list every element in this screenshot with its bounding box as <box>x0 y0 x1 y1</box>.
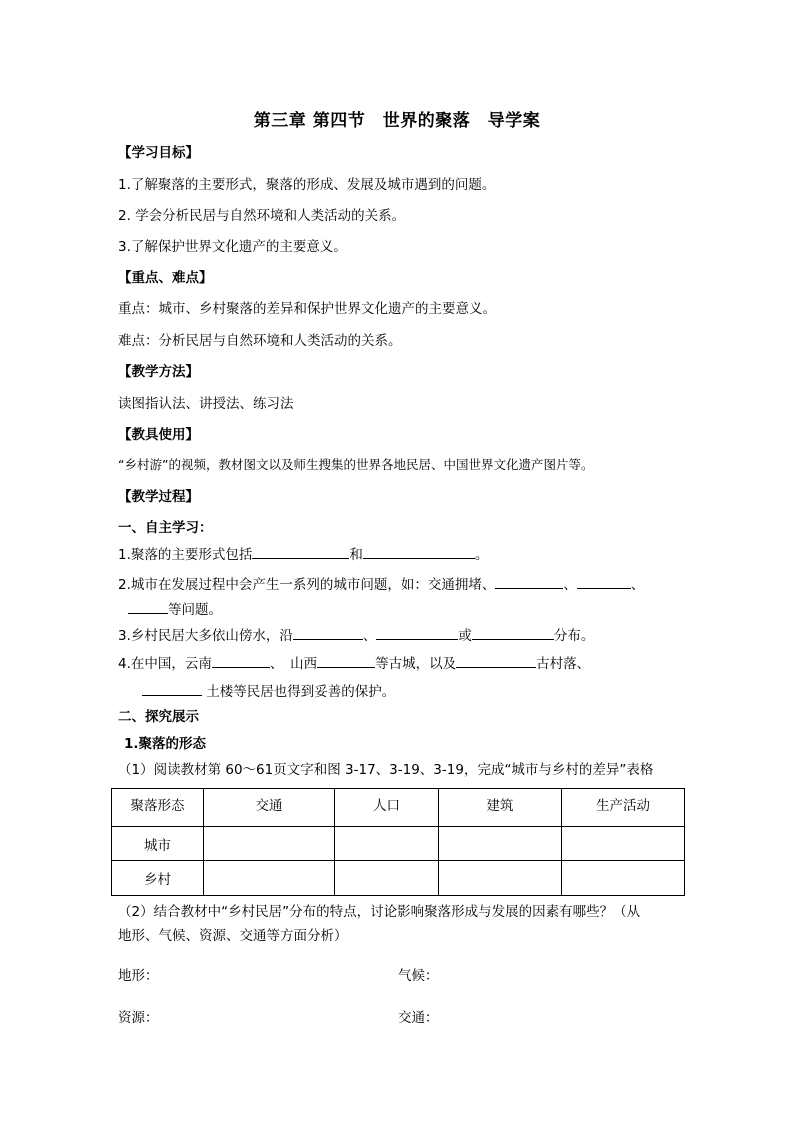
question-4 <box>118 653 590 673</box>
task-2-text-line-1: （2）结合教材中“乡村民居”分布的特点，讨论影响聚落形成与发展的因素有哪些？（从 <box>118 904 641 920</box>
table-cell[interactable] <box>204 827 335 861</box>
factor-transport: 交通： <box>398 1010 439 1026</box>
table-row-label: 城市 <box>112 827 204 861</box>
answer-blank[interactable] <box>472 625 554 640</box>
question-2-text-b: 、 <box>563 577 577 593</box>
question-2 <box>118 574 644 594</box>
question-3 <box>118 625 594 645</box>
answer-blank[interactable] <box>495 574 563 589</box>
answer-blank[interactable] <box>456 653 536 668</box>
question-4-text-b: 、 山西 <box>269 656 318 672</box>
question-1-text-b: 和 <box>349 547 363 563</box>
question-3-text-d: 分布。 <box>553 628 595 644</box>
answer-blank[interactable] <box>142 681 202 696</box>
table-header-cell: 交通 <box>204 789 335 827</box>
goals-heading: 【学习目标】 <box>118 145 199 161</box>
settlement-comparison-table <box>111 788 685 896</box>
table-header-cell: 建筑 <box>439 789 562 827</box>
table-cell[interactable] <box>335 861 439 896</box>
table-row-label: 乡村 <box>112 861 204 896</box>
question-2-text-d: 等问题。 <box>168 602 222 618</box>
table-header-cell: 人口 <box>335 789 439 827</box>
answer-blank[interactable] <box>128 599 168 614</box>
answer-blank[interactable] <box>577 574 631 589</box>
key-point: 重点：城市、乡村聚落的差异和保护世界文化遗产的主要意义。 <box>118 301 496 317</box>
table-row <box>112 827 685 861</box>
table-row <box>112 861 685 896</box>
factor-resources: 资源： <box>118 1010 159 1026</box>
task-1-text: （1）阅读教材第 60～61页文字和图 3-17、3-19、3-19，完成“城市与乡村的差异”表格 <box>118 762 654 778</box>
question-1 <box>118 544 488 564</box>
methods-text: 读图指认法、讲授法、练习法 <box>118 396 294 412</box>
difficulty-point: 难点：分析民居与自然环境和人类活动的关系。 <box>118 333 402 349</box>
question-2-continued <box>128 599 222 619</box>
question-3-text-b: 、 <box>362 628 377 644</box>
table-cell[interactable] <box>204 861 335 896</box>
answer-blank[interactable] <box>363 544 475 559</box>
self-study-heading: 一、自主学习： <box>118 520 213 536</box>
tools-text: “乡村游”的视频，教材图文以及师生搜集的世界各地民居、中国世界文化遗产图片等。 <box>118 457 594 472</box>
table-cell[interactable] <box>562 827 685 861</box>
table-header-cell: 聚落形态 <box>112 789 204 827</box>
goal-item-2: 2. 学会分析民居与自然环境和人类活动的关系。 <box>118 208 406 224</box>
answer-blank[interactable] <box>317 653 375 668</box>
table-header-row <box>112 789 685 827</box>
goal-item-3: 3.了解保护世界文化遗产的主要意义。 <box>118 239 347 255</box>
document-title: 第三章 第四节 世界的聚落 导学案 <box>253 111 541 131</box>
question-4-continued <box>142 681 395 701</box>
table-header-cell: 生产活动 <box>562 789 685 827</box>
factor-climate: 气候： <box>398 968 439 984</box>
tools-heading: 【教具使用】 <box>118 427 199 443</box>
answer-blank[interactable] <box>376 625 458 640</box>
explore-heading: 二、探究展示 <box>118 709 199 725</box>
table-cell[interactable] <box>439 861 562 896</box>
answer-blank[interactable] <box>212 653 270 668</box>
question-3-text-c: 或 <box>458 628 472 644</box>
answer-blank[interactable] <box>293 625 363 640</box>
table-cell[interactable] <box>335 827 439 861</box>
question-3-text-a: 3.乡村民居大多依山傍水，沿 <box>118 628 293 644</box>
question-4-text-a: 4.在中国，云南 <box>118 656 212 672</box>
question-1-text-c: 。 <box>474 547 489 563</box>
question-2-text-c: 、 <box>630 577 645 593</box>
table-cell[interactable] <box>439 827 562 861</box>
methods-heading: 【教学方法】 <box>118 364 199 380</box>
question-4-text-d: 古村落、 <box>536 656 591 672</box>
question-4-text-c: 等古城，以及 <box>375 656 457 672</box>
factor-terrain: 地形： <box>118 968 159 984</box>
goal-item-1: 1.了解聚落的主要形式，聚落的形成、发展及城市遇到的问题。 <box>118 177 496 193</box>
answer-blank[interactable] <box>252 544 349 559</box>
table-cell[interactable] <box>562 861 685 896</box>
key-points-heading: 【重点、难点】 <box>118 270 213 286</box>
question-4-text-e: 土楼等民居也得到妥善的保护。 <box>206 684 396 700</box>
process-heading: 【教学过程】 <box>118 489 199 505</box>
question-1-text-a: 1.聚落的主要形式包括 <box>118 547 253 563</box>
explore-subheading: 1.聚落的形态 <box>124 736 207 752</box>
question-2-text-a: 2.城市在发展过程中会产生一系列的城市问题，如：交通拥堵、 <box>118 577 496 593</box>
task-2-text-line-2: 地形、气候、资源、交通等方面分析） <box>118 928 348 944</box>
